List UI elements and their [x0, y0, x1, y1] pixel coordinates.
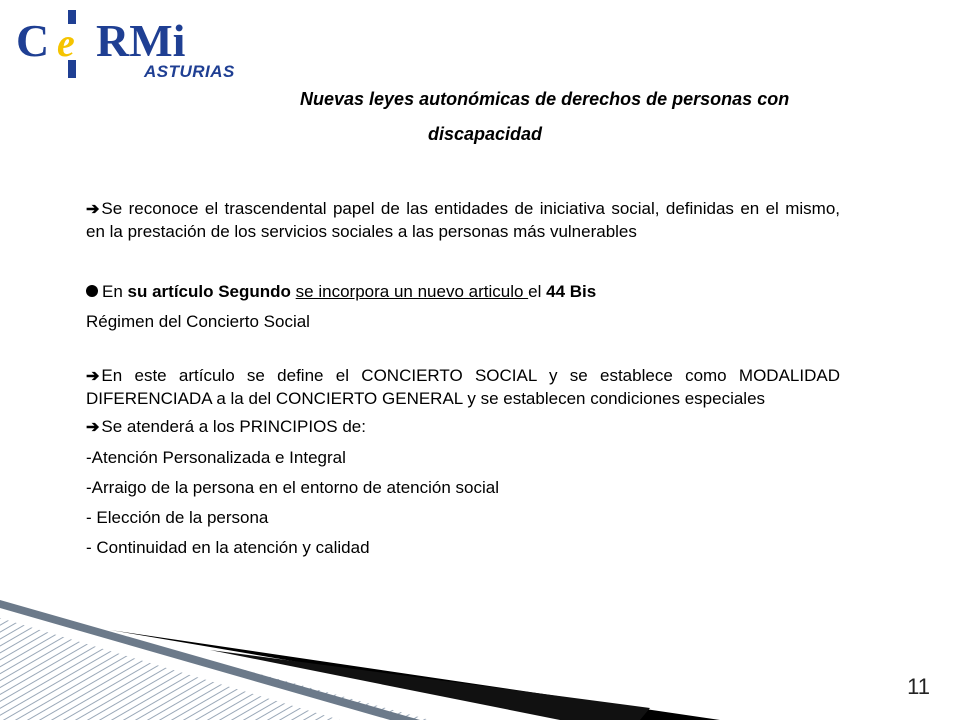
cermi-logo: [12, 8, 235, 82]
bullet-dot-icon: [86, 285, 98, 297]
paragraph-2: [86, 281, 840, 303]
svg-text:C: C: [16, 15, 50, 66]
principle-item: -Arraigo de la persona en el entorno de atención social: [86, 478, 499, 497]
logo-subtitle: ASTURIAS: [144, 62, 235, 81]
paragraph-4-text: Se atenderá a los PRINCIPIOS de:: [101, 417, 366, 436]
p2-article-number: 44 Bis: [546, 282, 597, 301]
paragraph-3: [86, 365, 840, 410]
svg-text:RMi: RMi: [96, 15, 186, 66]
paragraph-2-line-2: Régimen del Concierto Social: [86, 312, 310, 331]
paragraph-4: [86, 416, 840, 439]
principle-item: - Elección de la persona: [86, 508, 269, 527]
paragraph-3-text: En este artículo se define el CONCIERTO SOCIAL y se establece como MODALIDAD DIFERENCIADA a la del CONCIERTO GENERAL y se establecen condiciones especiales: [86, 366, 840, 408]
paragraph-1: [86, 198, 840, 243]
page-number: 11: [907, 674, 930, 699]
paragraph-1-text: Se reconoce el trascendental papel de las entidades de iniciativa social, definidas en el mismo, en la prestación de los servicios sociales a las personas más vulnerables: [86, 199, 840, 241]
p2-text-1: En: [102, 282, 128, 301]
arrow-right-icon: ➔: [86, 201, 100, 218]
arrow-right-icon: ➔: [86, 368, 100, 385]
principle-item: -Atención Personalizada e Integral: [86, 448, 346, 467]
title-line-1: Nuevas leyes autonómicas de derechos de personas con: [300, 89, 790, 109]
slide-title: [300, 82, 860, 152]
title-line-2: discapacidad: [428, 124, 543, 144]
slide-body: [86, 198, 840, 559]
arrow-right-icon: ➔: [86, 419, 100, 436]
decorative-stripes: [0, 590, 960, 720]
p2-text-2: el: [528, 282, 547, 301]
svg-text:e: e: [57, 20, 75, 65]
principle-item: - Continuidad en la atención y calidad: [86, 538, 370, 557]
p2-article-ref: su artículo Segundo: [127, 282, 291, 301]
p2-underlined: se incorpora un nuevo articulo: [295, 282, 529, 301]
